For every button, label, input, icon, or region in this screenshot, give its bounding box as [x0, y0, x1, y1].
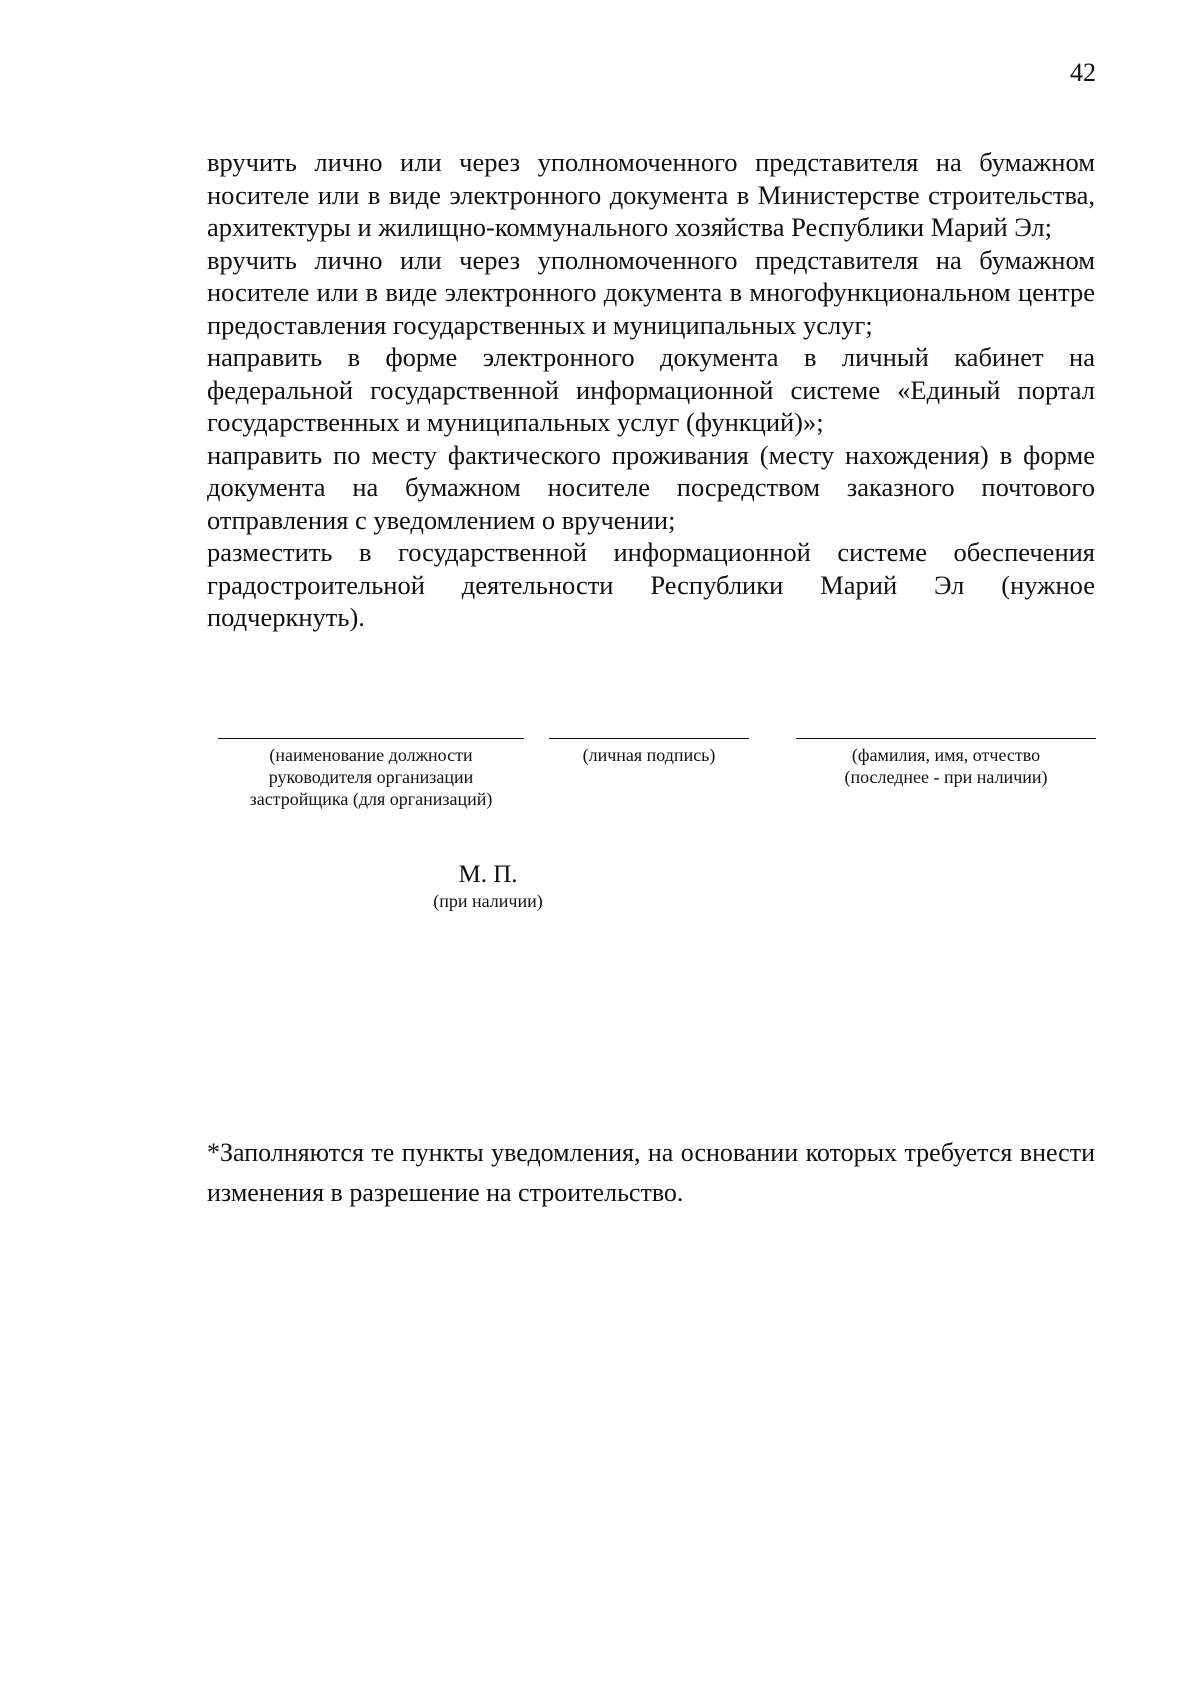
- delivery-option-isogd: разместить в государственной информационной системе обеспечения градостроительной деятельности Республики Марий Эл (нужное подчеркнуть).: [207, 537, 1095, 632]
- stamp-label: М. П.: [458, 861, 518, 888]
- position-signature-line: [218, 738, 524, 739]
- name-signature-line: [796, 738, 1096, 739]
- signature-caption: (личная подпись): [582, 745, 716, 765]
- position-caption: (наименование должности руководителя организации застройщика (для организаций): [249, 745, 493, 809]
- footnote: *Заполняются те пункты уведомления, на основании которых требуется внести изменения в разрешение на строительство.: [207, 1138, 1095, 1207]
- name-caption: (фамилия, имя, отчество (последнее - при наличии): [844, 745, 1048, 787]
- delivery-option-ministry: вручить лично или через уполномоченного представителя на бумажном носителе или в виде электронного документа в Министерстве строительства, архитектуры и жилищно-коммунального хозяйства Республики Марий Эл;: [207, 147, 1095, 242]
- delivery-option-mfc: вручить лично или через уполномоченного представителя на бумажном носителе или в виде электронного документа в многофункциональном центре предоставления государственных и муниципальных услуг;: [207, 244, 1095, 340]
- stamp-note: (при наличии): [433, 891, 543, 911]
- delivery-option-portal: направить в форме электронного документа в личный кабинет на федеральной государственной информационной системе «Единый портал государственных и муниципальных услуг (функций)»;: [207, 342, 1095, 437]
- delivery-option-mail: направить по месту фактического проживания (месту нахождения) в форме документа на бумажном носителе посредством заказного почтового отправления с уведомлением о вручении;: [207, 439, 1095, 535]
- personal-signature-line: [549, 738, 749, 739]
- delivery-options: [207, 146, 1095, 634]
- stamp-block: [396, 860, 580, 912]
- page-number: 42: [1070, 58, 1096, 87]
